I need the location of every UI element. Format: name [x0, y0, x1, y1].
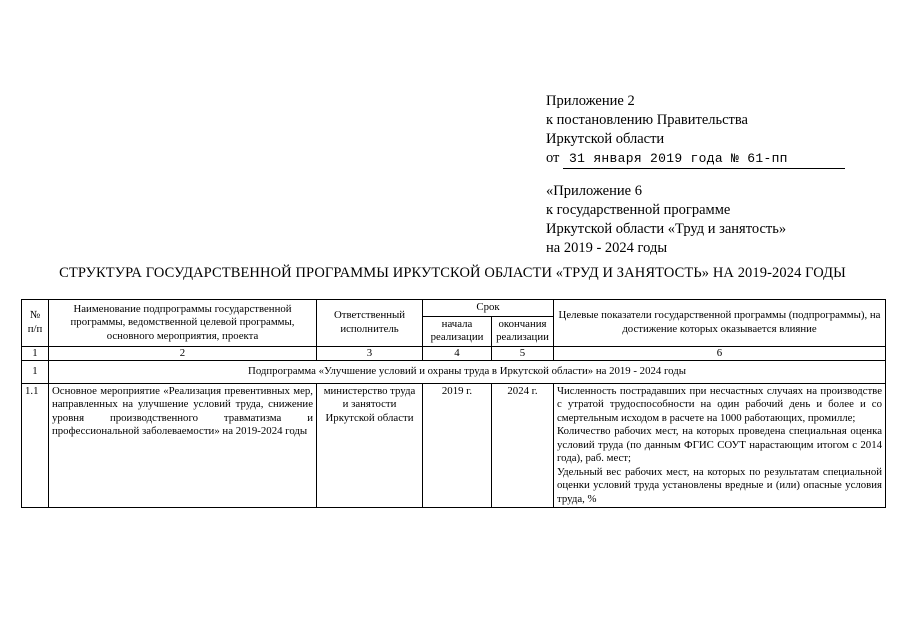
indicator-item: Численность пострадавших при несчастных случаях на производстве с утратой трудоспособности на один рабочий день и более и со смертельным исходом в расчете на 1000 работающих, промилле; [557, 384, 882, 424]
appendix-6-header [546, 182, 786, 258]
appendix-6-program-name: Иркутской области «Труд и занятость» [546, 221, 787, 237]
header-start: начала реализации [423, 316, 492, 346]
row-indicators [554, 383, 886, 508]
row-start: 2019 г. [423, 383, 492, 508]
table-row [22, 383, 886, 508]
row-executor: министерство труда и занятости Иркутской области [317, 383, 423, 508]
header-end: окончания реализации [492, 316, 554, 346]
header-name: Наименование подпрограммы государственной программы, ведомственной целевой программы, основного мероприятия, проекта [49, 300, 317, 347]
row-num: 1.1 [22, 383, 49, 508]
appendix-2-header [546, 92, 845, 169]
table-header-row [22, 300, 886, 317]
row-end: 2024 г. [492, 383, 554, 508]
appendix-2-region: Иркутской области [546, 131, 665, 147]
subprogram-title: Подпрограмма «Улучшение условий и охраны труда в Иркутской области» на 2019 - 2024 годы [49, 361, 886, 384]
column-number: 3 [317, 346, 423, 361]
indicator-item: Удельный вес рабочих мест, на которых по результатам специальной оценки условий труда установлены вредные и (или) опасные условия труда, % [557, 465, 882, 505]
column-number-row [22, 346, 886, 361]
header-term: Срок [423, 300, 554, 317]
appendix-6-title: «Приложение 6 [546, 183, 642, 199]
program-structure-table [21, 299, 886, 508]
appendix-6-years: на 2019 - 2024 годы [546, 240, 668, 256]
appendix-2-resolution: к постановлению Правительства [546, 112, 748, 128]
resolution-date: 31 января 2019 года № 61-пп [569, 151, 788, 166]
column-number: 5 [492, 346, 554, 361]
header-executor: Ответственный исполнитель [317, 300, 423, 347]
column-number: 6 [554, 346, 886, 361]
appendix-6-program: к государственной программе [546, 202, 731, 218]
appendix-2-date-line [546, 149, 845, 169]
subprogram-num: 1 [22, 361, 49, 384]
date-underline [563, 149, 845, 169]
appendix-2-title: Приложение 2 [546, 93, 635, 109]
date-prefix: от [546, 150, 560, 166]
column-number: 4 [423, 346, 492, 361]
header-indicators: Целевые показатели государственной программы (подпрограммы), на достижение которых оказывается влияние [554, 300, 886, 347]
column-number: 1 [22, 346, 49, 361]
column-number: 2 [49, 346, 317, 361]
row-name: Основное мероприятие «Реализация превентивных мер, направленных на улучшение условий труда, снижение уровня производственного травматизма и профессиональной заболеваемости» на 2019-2024 годы [49, 383, 317, 508]
indicator-item: Количество рабочих мест, на которых проведена специальная оценка условий труда (по данным ФГИС СОУТ нарастающим итогом с 2014 года), раб. мест; [557, 425, 882, 464]
document-title: СТРУКТУРА ГОСУДАРСТВЕННОЙ ПРОГРАММЫ ИРКУТСКОЙ ОБЛАСТИ «ТРУД И ЗАНЯТОСТЬ» НА 2019-2024 ГОДЫ [59, 265, 846, 281]
header-num: № п/п [22, 300, 49, 347]
subprogram-row [22, 361, 886, 384]
